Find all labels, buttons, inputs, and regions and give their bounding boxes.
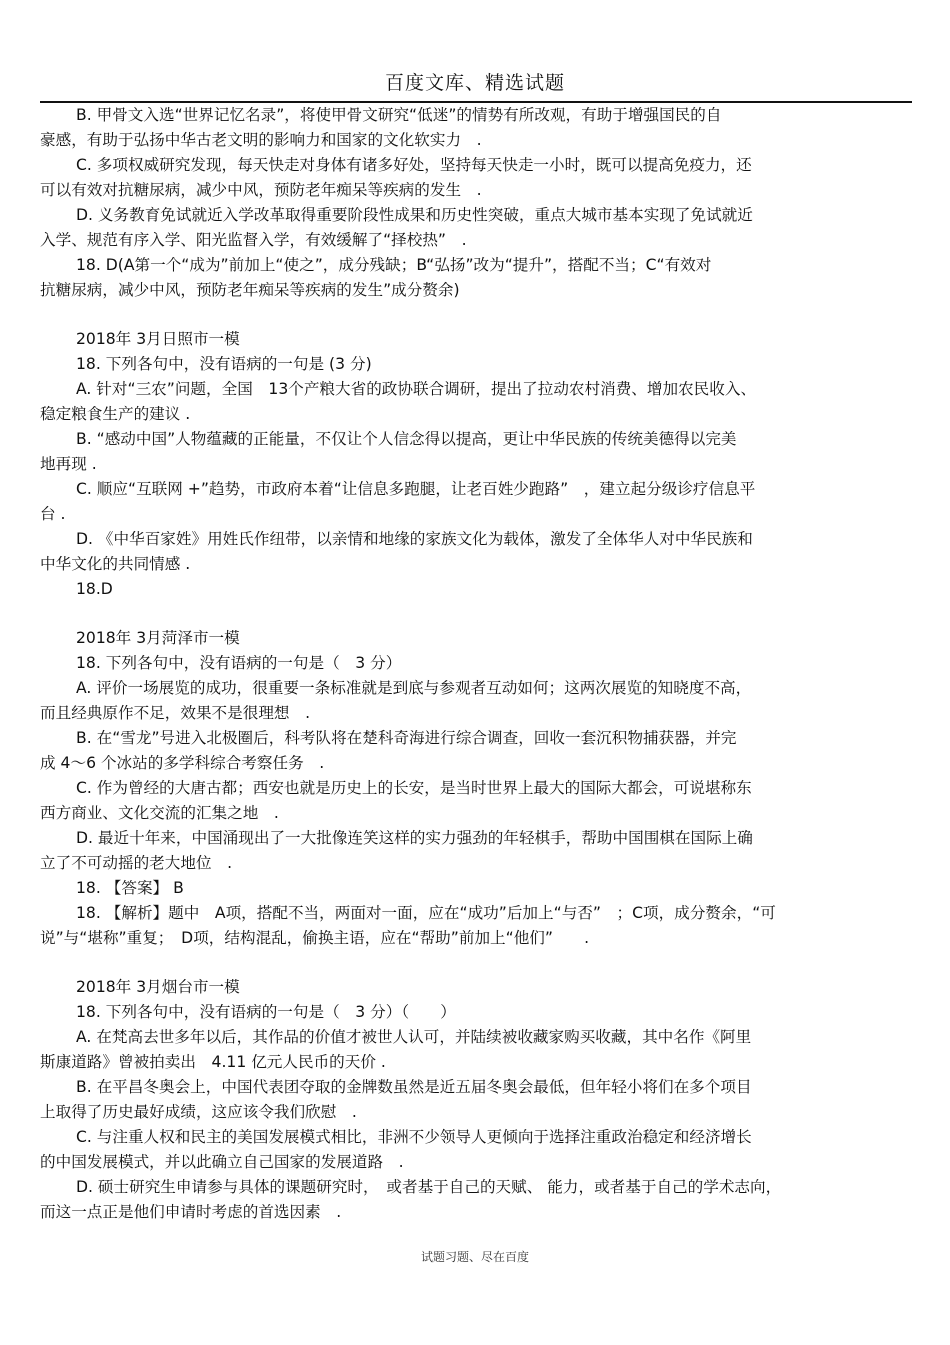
question-block [40, 975, 912, 1225]
analysis-line: 18. 【解析】题中 A项，搭配不当，两面对一面，应在“成功”后加上“与否” ；C项，成分赘余，“可 [76, 904, 776, 922]
document-header-title: 百度文库、精选试题 [384, 72, 565, 94]
option-c: C. 与注重人权和民主的美国发展模式相比，非洲不少领导人更倾向于选择注重政治稳定和经济增长 [76, 1128, 752, 1146]
text-line: 斯康道路》曾被拍卖出 4.11 亿元人民币的天价 . [40, 1053, 386, 1071]
option-b: B. 甲骨文入选“世界记忆名录”，将使甲骨文研究“低迷”的情势有所改观，有助于增强国民的自 [76, 106, 722, 124]
option-b: B. 在“雪龙”号进入北极圈后，科考队将在楚科奇海进行综合调查，回收一套沉积物捕获器，并完 [76, 729, 737, 747]
option-d: D. 硕士研究生申请参与具体的课题研究时， 或者基于自己的天赋、 能力，或者基于自己的学术志向， [76, 1178, 782, 1196]
section-heading: 2018年 3月菏泽市一模 [76, 629, 240, 647]
question-stem: 18. 下列各句中，没有语病的一句是 (3 分) [76, 355, 372, 373]
option-b: B. “感动中国”人物蕴藏的正能量，不仅让个人信念得以提高，更让中华民族的传统美德得以完美 [76, 430, 737, 448]
spacer [40, 951, 912, 975]
question-stem: 18. 下列各句中，没有语病的一句是（ 3 分）（ ） [76, 1003, 456, 1021]
question-block [40, 327, 912, 602]
text-line: 成 4～6 个冰站的多学科综合考察任务 . [40, 754, 325, 772]
answer-line: 18.D [76, 580, 113, 598]
text-line: 而这一点正是他们申请时考虑的首选因素 . [40, 1203, 342, 1221]
question-block [40, 103, 912, 303]
option-a: A. 评价一场展览的成功，很重要一条标准就是到底与参观者互动如何；这两次展览的知晓度不高， [76, 679, 752, 697]
text-line: 地再现 . [40, 455, 97, 473]
text-line: 说”与“堪称”重复； D项，结构混乱，偷换主语，应在“帮助”前加上“他们” . [40, 929, 590, 947]
answer-line: 18. 【答案】 B [76, 879, 184, 897]
document-footer: 试题习题、尽在百度 [420, 1250, 529, 1264]
text-line: 中华文化的共同情感 . [40, 555, 191, 573]
option-b: B. 在平昌冬奥会上，中国代表团夺取的金牌数虽然是近五届冬奥会最低，但年轻小将们在多个项目 [76, 1078, 752, 1096]
spacer [40, 303, 912, 327]
text-line: 豪感，有助于弘扬中华古老文明的影响力和国家的文化软实力 . [40, 131, 482, 149]
option-c: C. 顺应“互联网 +”趋势，市政府本着“让信息多跑腿，让老百姓少跑路” ，建立起分级诊疗信息平 [76, 480, 756, 498]
question-stem: 18. 下列各句中，没有语病的一句是（ 3 分） [76, 654, 402, 672]
option-c: C. 作为曾经的大唐古都；西安也就是历史上的长安，是当时世界上最大的国际大都会，可说堪称东 [76, 779, 752, 797]
text-line: 而且经典原作不足，效果不是很理想 . [40, 704, 311, 722]
question-block [40, 626, 912, 951]
text-line: 西方商业、文化交流的汇集之地 . [40, 804, 279, 822]
section-heading: 2018年 3月烟台市一模 [76, 978, 240, 996]
text-line: 立了不可动摇的老大地位 . [40, 854, 233, 872]
option-d: D. 《中华百家姓》用姓氏作纽带，以亲情和地缘的家族文化为载体，激发了全体华人对中华民族和 [76, 530, 753, 548]
text-line: 抗糖尿病，减少中风，预防老年痴呆等疾病的发生”成分赘余) [40, 281, 460, 299]
document-body [40, 103, 912, 1225]
option-d: D. 最近十年来，中国涌现出了一大批像连笑这样的实力强劲的年轻棋手，帮助中国围棋在国际上确 [76, 829, 753, 847]
option-a: A. 针对“三农”问题，全国 13个产粮大省的政协联合调研，提出了拉动农村消费、增加农民收入、 [76, 380, 757, 398]
option-c: C. 多项权威研究发现，每天快走对身体有诸多好处，坚持每天快走一小时，既可以提高免疫力，还 [76, 156, 752, 174]
option-d: D. 义务教育免试就近入学改革取得重要阶段性成果和历史性突破，重点大城市基本实现了免试就近 [76, 206, 753, 224]
text-line: 上取得了历史最好成绩，这应该令我们欣慰 . [40, 1103, 357, 1121]
text-line: 稳定粮食生产的建议 . [40, 405, 191, 423]
option-a: A. 在梵高去世多年以后，其作品的价值才被世人认可，并陆续被收藏家购买收藏，其中名作《阿里 [76, 1028, 752, 1046]
text-line: 入学、规范有序入学、阳光监督入学，有效缓解了“择校热” . [40, 231, 467, 249]
section-heading: 2018年 3月日照市一模 [76, 330, 240, 348]
answer-line: 18. D(A第一个“成为”前加上“使之”，成分残缺；B“弘扬”改为“提升”，搭配不当；C“有效对 [76, 256, 712, 274]
text-line: 可以有效对抗糖尿病，减少中风，预防老年痴呆等疾病的发生 . [40, 181, 482, 199]
text-line: 台 . [40, 505, 66, 523]
text-line: 的中国发展模式，并以此确立自己国家的发展道路 . [40, 1153, 404, 1171]
spacer [40, 602, 912, 626]
